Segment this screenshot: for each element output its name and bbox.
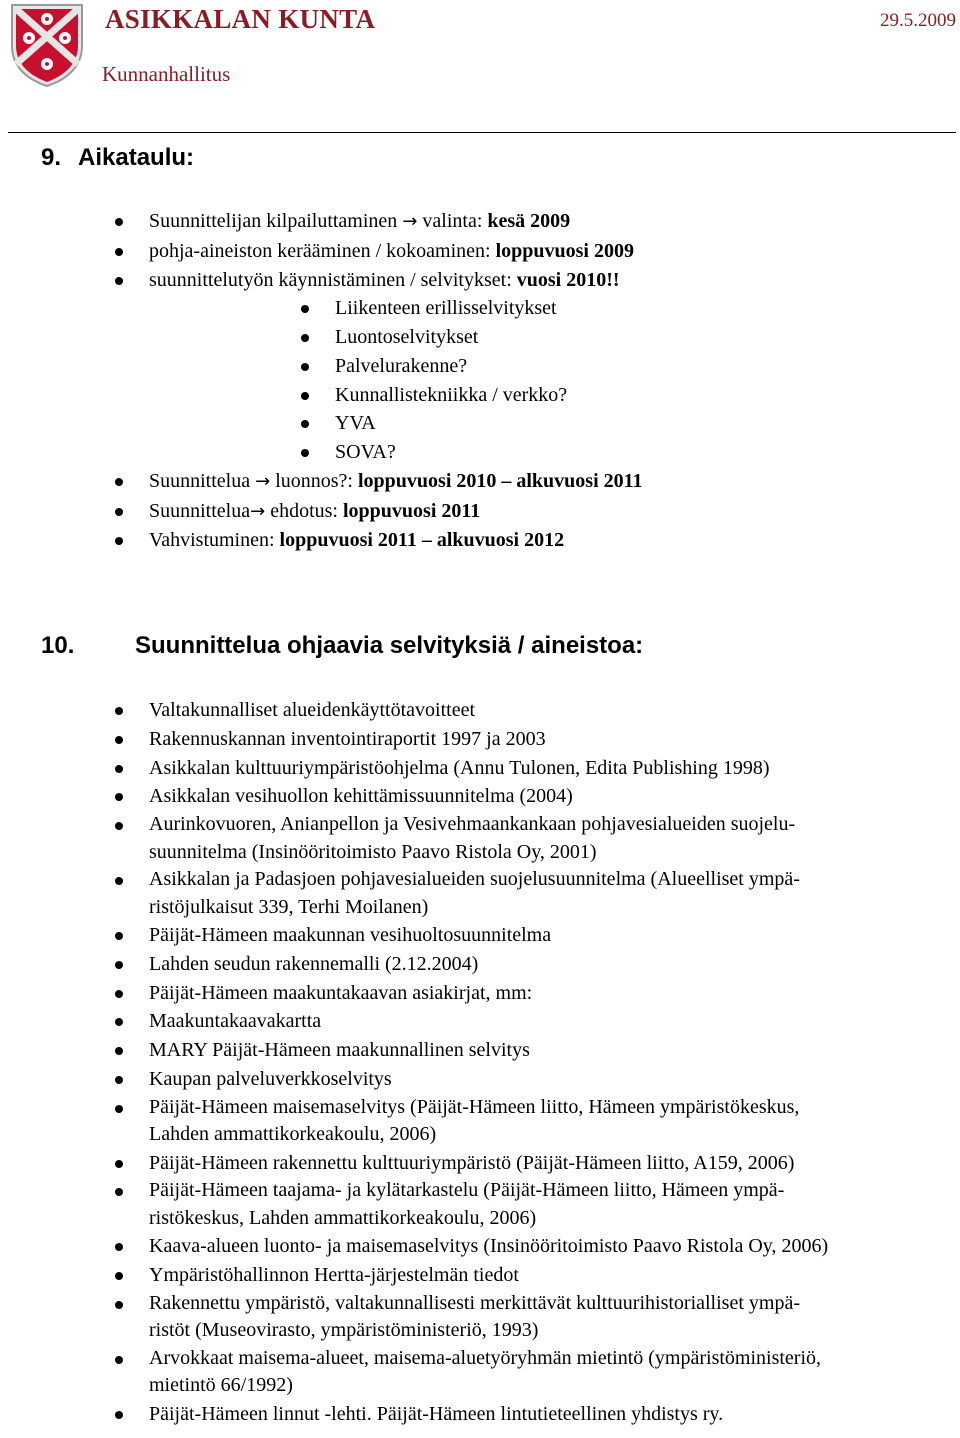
department-name: Kunnanhallitus <box>102 62 231 86</box>
list-item: Päijät-Hämeen maakunnan vesihuoltosuunnitelma <box>0 921 960 950</box>
list-item: Päijät-Hämeen linnut -lehti. Päijät-Hämeen lintutieteellinen yhdistys ry. <box>0 1400 960 1429</box>
list-item: Luontoselvitykset <box>0 323 960 352</box>
list-item: pohja-aineiston kerääminen / kokoaminen: loppuvuosi 2009 <box>0 237 960 266</box>
list-item: Aurinkovuoren, Anianpellon ja Vesivehmaankankaan pohjavesialueiden suojelu- suunnitelma (Insinööritoimisto Paavo Ristola Oy, 2001) <box>0 811 960 866</box>
list-item: Kunnallistekniikka / verkko? <box>0 381 960 410</box>
arrow-right-icon: → <box>402 211 418 232</box>
list-item: Kaupan palveluverkkoselvitys <box>0 1065 960 1094</box>
list-item: suunnittelutyön käynnistäminen / selvitykset: vuosi 2010!! <box>0 266 960 295</box>
coat-of-arms-icon <box>9 2 85 88</box>
list-item: Päijät-Hämeen maakuntakaavan asiakirjat, mm: <box>0 979 960 1008</box>
list-item: MARY Päijät-Hämeen maakunnallinen selvitys <box>0 1036 960 1065</box>
schedule-list <box>0 207 960 555</box>
arrow-right-icon: → <box>250 500 266 522</box>
list-item: Ympäristöhallinnon Hertta-järjestelmän tiedot <box>0 1261 960 1290</box>
document-date: 29.5.2009 <box>880 10 956 31</box>
organization-name: ASIKKALAN KUNTA <box>105 4 376 34</box>
list-item: Arvokkaat maisema-alueet, maisema-aluetyöryhmän mietintö (ympäristöministeriö, mietintö 66/1992) <box>0 1345 960 1400</box>
list-item: SOVA? <box>0 438 960 467</box>
list-item: Suunnittelijan kilpailuttaminen → valinta: kesä 2009 <box>0 207 960 237</box>
section-9-number: 9. <box>41 144 62 171</box>
list-item: YVA <box>0 409 960 438</box>
list-item: Suunnittelua → luonnos?: loppuvuosi 2010 – alkuvuosi 2011 <box>0 467 960 497</box>
section-9-heading <box>41 144 194 172</box>
list-item: Päijät-Hämeen maisemaselvitys (Päijät-Hämeen liitto, Hämeen ympäristökeskus, Lahden ammattikorkeakoulu, 2006) <box>0 1094 960 1149</box>
list-item: Valtakunnalliset alueidenkäyttötavoitteet <box>0 696 960 725</box>
section-10-number: 10. <box>41 632 75 659</box>
list-item: Palvelurakenne? <box>0 352 960 381</box>
list-item: Päijät-Hämeen taajama- ja kylätarkastelu (Päijät-Hämeen liitto, Hämeen ympä- ristökeskus, Lahden ammattikorkeakoulu, 2006) <box>0 1177 960 1232</box>
list-item: Päijät-Hämeen rakennettu kulttuuriympäristö (Päijät-Hämeen liitto, A159, 2006) <box>0 1149 960 1178</box>
list-item: Kaava-alueen luonto- ja maisemaselvitys (Insinööritoimisto Paavo Ristola Oy, 2006) <box>0 1232 960 1261</box>
section-10-title: Suunnittelua ohjaavia selvityksiä / aineistoa: <box>135 632 644 659</box>
list-item: Maakuntakaavakartta <box>0 1007 960 1036</box>
header-divider <box>8 132 956 133</box>
list-item: Vahvistuminen: loppuvuosi 2011 – alkuvuosi 2012 <box>0 526 960 555</box>
reference-materials-list <box>0 696 960 1429</box>
arrow-right-icon: → <box>255 470 271 492</box>
list-item: Lahden seudun rakennemalli (2.12.2004) <box>0 950 960 979</box>
list-item: Asikkalan vesihuollon kehittämissuunnitelma (2004) <box>0 782 960 811</box>
list-item: Asikkalan ja Padasjoen pohjavesialueiden suojelusuunnitelma (Alueelliset ympä- ristöjulkaisut 339, Terhi Moilanen) <box>0 866 960 921</box>
list-item: Rakennuskannan inventointiraportit 1997 ja 2003 <box>0 725 960 754</box>
section-9-title: Aikataulu: <box>78 144 195 171</box>
list-item: Asikkalan kulttuuriympäristöohjelma (Annu Tulonen, Edita Publishing 1998) <box>0 754 960 783</box>
list-item: Rakennettu ympäristö, valtakunnallisesti merkittävät kulttuurihistorialliset ympä- ristöt (Museovirasto, ympäristöministeriö, 1993) <box>0 1290 960 1345</box>
list-item: Liikenteen erillisselvitykset <box>0 294 960 323</box>
section-10-heading <box>41 632 643 660</box>
list-item: Suunnittelua→ ehdotus: loppuvuosi 2011 <box>0 497 960 527</box>
